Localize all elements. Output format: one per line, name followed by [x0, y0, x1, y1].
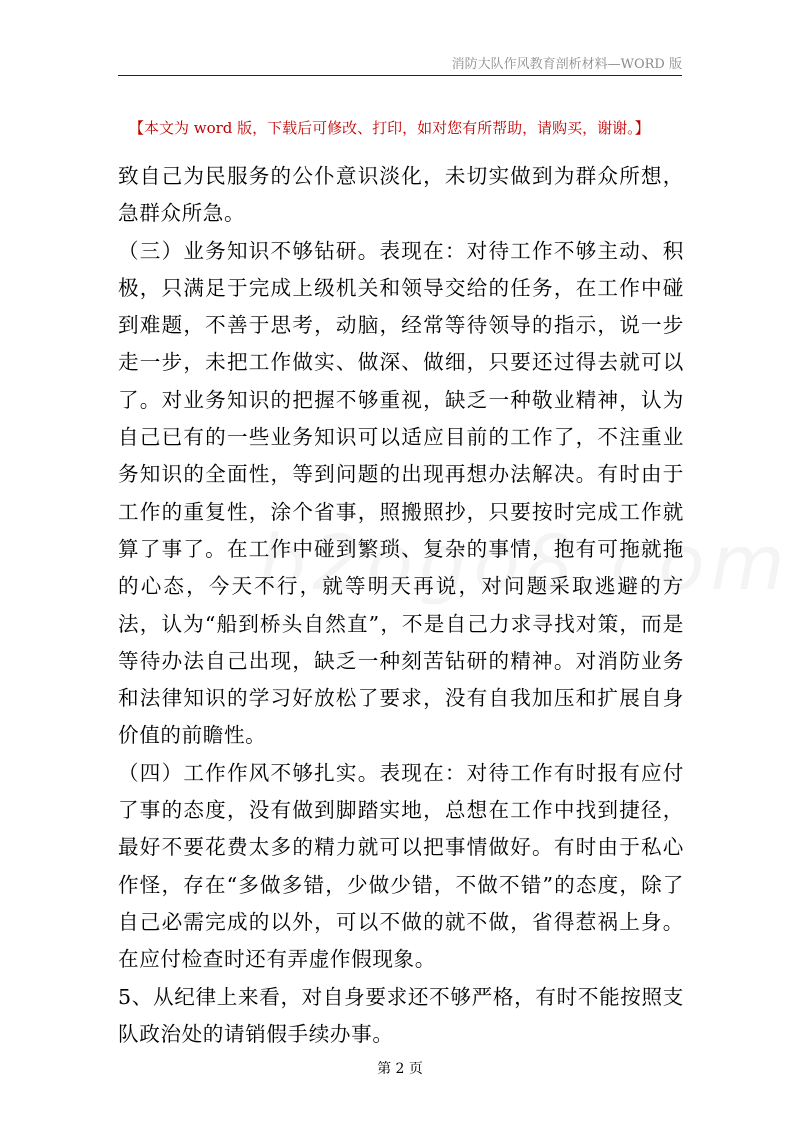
header-divider: [118, 75, 682, 76]
download-notice: 【本文为 word 版，下载后可修改、打印，如对您有所帮助，请购买，谢谢。】: [129, 119, 650, 137]
page-number: 第 2 页: [377, 1061, 423, 1077]
document-body: [118, 158, 684, 1053]
paragraph-4: 5、从纪律上来看，对自身要求还不够严格，有时不能按照支队政治处的请销假手续办事。: [118, 984, 684, 1046]
document-header-title: 消防大队作风教育剖析材料—WORD 版: [451, 57, 682, 72]
paragraph-3: （四）工作作风不够扎实。表现在：对待工作有时报有应付了事的态度，没有做到脚踏实地，总想在工作中找到捷径，最好不要花费太多的精力就可以把事情做好。有时由于私心作怪，存在“多做多错，少做少错，不做不错”的态度，除了自己必需完成的以外，可以不做的就不做，省得惹祸上身。在应付检查时还有弄虚作假现象。: [118, 760, 684, 972]
paragraph-2: （三）业务知识不够钻研。表现在：对待工作不够主动、积极，只满足于完成上级机关和领导交给的任务，在工作中碰到难题，不善于思考，动脑，经常等待领导的指示，说一步走一步，未把工作做实、做深、做细，只要还过得去就可以了。对业务知识的把握不够重视，缺乏一种敬业精神，认为自己已有的一些业务知识可以适应目前的工作了，不注重业务知识的全面性，等到问题的出现再想办法解决。有时由于工作的重复性，涂个省事，照搬照抄，只要按时完成工作就算了事了。在工作中碰到繁琐、复杂的事情，抱有可拖就拖的心态，今天不行，就等明天再说，对问题采取逃避的方法，认为“船到桥头自然直”，不是自己力求寻找对策，而是等待办法自己出现，缺乏一种刻苦钻研的精神。对消防业务和法律知识的学习好放松了要求，没有自我加压和扩展自身价值的前瞻性。: [118, 238, 684, 748]
paragraph-1: 致自己为民服务的公仆意识淡化，未切实做到为群众所想，急群众所急。: [118, 164, 684, 226]
